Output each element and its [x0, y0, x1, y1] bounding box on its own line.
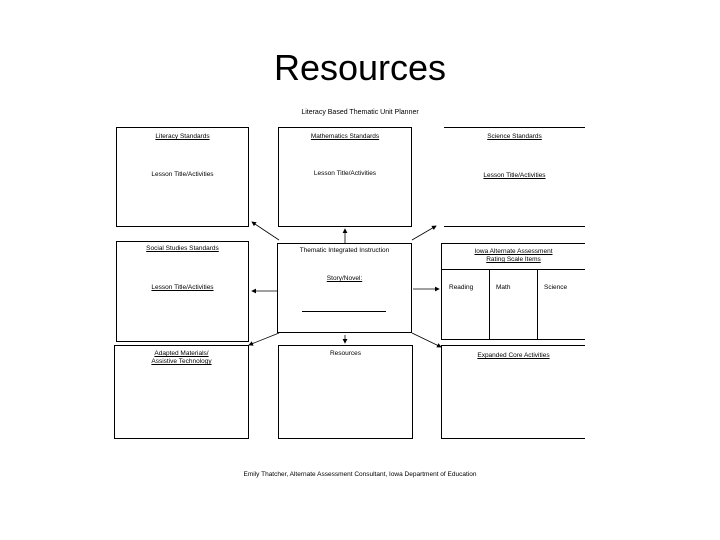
arrow-to-expanded	[412, 333, 441, 347]
social-studies-heading: Social Studies Standards	[146, 245, 219, 252]
science-box-bottom-edge	[444, 226, 585, 227]
literacy-standards-box	[116, 127, 249, 227]
arrow-to-science	[412, 226, 436, 240]
iowa-column-divider-2	[537, 270, 538, 339]
adapted-materials-heading: Adapted Materials/	[154, 350, 209, 357]
science-standards-box	[444, 127, 585, 227]
expanded-core-heading: Expanded Core Activities	[477, 352, 550, 359]
mathematics-standards-heading: Mathematics Standards	[310, 133, 380, 140]
resources-box	[278, 345, 413, 439]
story-novel-label: Story/Novel:	[326, 275, 363, 282]
iowa-col-science: Science	[544, 284, 568, 291]
iowa-header-rule	[442, 269, 585, 270]
iowa-rating-scale-heading: Rating Scale Items	[486, 256, 541, 263]
arrow-to-literacy	[252, 222, 279, 240]
science-standards-heading: Science Standards	[487, 133, 542, 140]
mathematics-standards-box	[278, 127, 412, 227]
social-studies-standards-box	[116, 241, 249, 342]
literacy-lesson-label: Lesson Title/Activities	[151, 171, 214, 178]
literacy-standards-heading: Literacy Standards	[155, 133, 210, 140]
iowa-col-math: Math	[496, 284, 511, 291]
planner-title: Literacy Based Thematic Unit Planner	[301, 109, 419, 116]
iowa-col-reading: Reading	[449, 284, 474, 291]
social-studies-lesson-label: Lesson Title/Activities	[151, 284, 214, 291]
iowa-column-divider-1	[489, 270, 490, 339]
adapted-materials-box	[114, 345, 249, 439]
expanded-core-box	[441, 345, 585, 439]
attribution-footer: Emily Thatcher, Alternate Assessment Consultant, Iowa Department of Education	[243, 471, 477, 478]
mathematics-lesson-label: Lesson Title/Activities	[313, 170, 377, 177]
thematic-instruction-box	[277, 243, 412, 333]
assistive-technology-heading: Assistive Technology	[151, 358, 212, 365]
iowa-assessment-box	[441, 243, 585, 340]
iowa-assessment-heading: Iowa Alternate Assessment	[474, 248, 553, 255]
slide-title: Resources	[273, 47, 447, 88]
thematic-instruction-heading: Thematic Integrated Instruction	[299, 247, 390, 254]
resources-heading: Resources	[329, 350, 362, 357]
science-lesson-label: Lesson Title/Activities	[483, 172, 546, 179]
story-novel-blank-line	[302, 311, 386, 312]
arrow-to-adapted	[249, 333, 279, 345]
